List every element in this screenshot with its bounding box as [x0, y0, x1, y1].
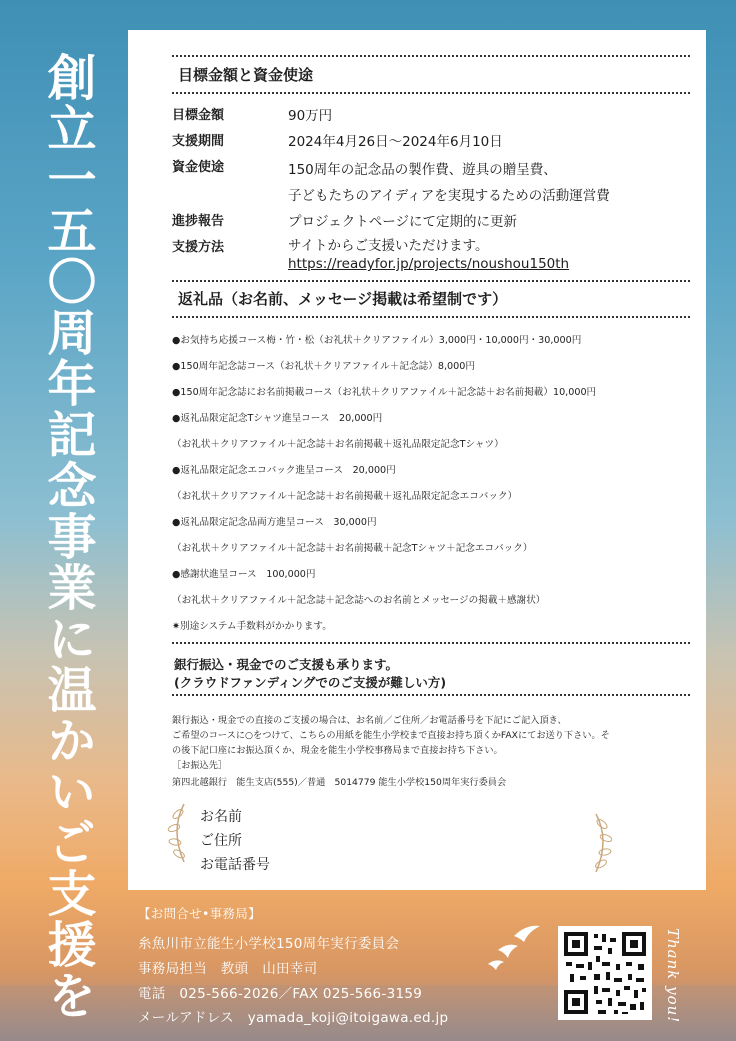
divider [172, 55, 690, 57]
section1-heading: 目標金額と資金使途 [178, 66, 314, 84]
divider [172, 316, 690, 318]
laurel-icon [584, 810, 618, 874]
contact-phone: 電話 025-566-2026／FAX 025-566-3159 [138, 986, 423, 1002]
gift-item: ●150周年記念誌にお名前掲載コース（お礼状＋クリアファイル＋記念誌＋お名前掲載）10,000円 [172, 387, 597, 398]
bank-heading-2: (クラウドファンディングでのご支援が難しい方) [174, 675, 447, 690]
gift-item-detail: （お礼状＋クリアファイル＋記念誌＋お名前掲載＋返礼品限定記念Tシャツ） [172, 439, 504, 450]
label-report: 進捗報告 [172, 214, 225, 229]
laurel-icon [162, 800, 196, 864]
contact-header: 【お問合せ•事務局】 [138, 906, 261, 921]
gift-item: ●返礼品限定記念Tシャツ進呈コース 20,000円 [172, 413, 383, 424]
gift-item: ●返礼品限定記念品両方進呈コース 30,000円 [172, 517, 377, 528]
label-usage: 資金使途 [172, 160, 225, 175]
form-address-label: ご住所 [200, 833, 242, 849]
bank-text: ［お振込先］ [172, 760, 228, 771]
value-usage-1: 150周年の記念品の製作費、遊具の贈呈費、 [288, 162, 557, 178]
gift-item: ●お気持ち応援コース梅・竹・松（お礼状＋クリアファイル）3,000円・10,000円・30,000円 [172, 335, 582, 346]
value-target: 90万円 [288, 108, 333, 124]
project-link[interactable]: https://readyfor.jp/projects/noushou150th [288, 256, 570, 272]
label-method: 支援方法 [172, 240, 225, 255]
bank-text: ご希望のコースに○をつけて、こちらの用紙を能生小学校まで直接お持ち頂くかFAXにてお送り下さい。そ [172, 730, 610, 741]
form-name-label: お名前 [200, 809, 242, 825]
value-period: 2024年4月26日〜2024年6月10日 [288, 134, 503, 150]
gift-item-detail: （お礼状＋クリアファイル＋記念誌＋お名前掲載＋記念Tシャツ＋記念エコバック） [172, 543, 533, 554]
divider [172, 694, 690, 696]
value-usage-2: 子どもたちのアイディアを実現するための活動運営費 [288, 188, 610, 204]
label-target: 目標金額 [172, 108, 225, 123]
divider [172, 280, 690, 282]
gift-item: ●150周年記念誌コース（お礼状＋クリアファイル＋記念誌）8,000円 [172, 361, 475, 372]
bank-text: 銀行振込・現金での直接のご支援の場合は、お名前／ご住所／お電話番号を下記にご記入頂き、 [172, 715, 567, 726]
divider [172, 642, 690, 644]
gift-item-detail: （お礼状＋クリアファイル＋記念誌＋お名前掲載＋返礼品限定記念エコバック） [172, 491, 518, 502]
contact-org: 糸魚川市立能生小学校150周年実行委員会 [138, 936, 400, 952]
info-panel [128, 30, 706, 890]
bank-heading-1: 銀行振込・現金でのご支援も承ります。 [174, 657, 399, 672]
bird-icon [484, 920, 546, 980]
divider [172, 92, 690, 94]
value-report: プロジェクトページにて定期的に更新 [288, 214, 517, 230]
gift-item: ●返礼品限定記念エコバック進呈コース 20,000円 [172, 465, 396, 476]
value-method: サイトからご支援いただけます。 [288, 238, 489, 254]
gift-item: ●感謝状進呈コース 100,000円 [172, 569, 316, 580]
contact-email[interactable]: メールアドレス yamada_koji@itoigawa.ed.jp [138, 1010, 449, 1026]
bank-account: 第四北越銀行 能生支店(555)／普通 5014779 能生小学校150周年実行委員会 [172, 777, 507, 788]
contact-person: 事務局担当 教頭 山田幸司 [138, 961, 318, 977]
bank-text: の後下記口座にお振込頂くか、現金を能生小学校事務局まで直接お持ち下さい。 [172, 745, 503, 756]
label-period: 支援期間 [172, 134, 225, 149]
qr-code-icon[interactable] [558, 926, 652, 1020]
fee-note: ✷別途システム手数料がかかります。 [172, 621, 332, 632]
form-phone-label: お電話番号 [200, 857, 270, 873]
vertical-title: 創立一五〇周年記念事業に温かいご支援を [40, 52, 97, 1021]
thank-you-text: Thank you! [664, 928, 682, 1024]
gift-item-detail: （お礼状＋クリアファイル＋記念誌＋記念誌へのお名前とメッセージの掲載＋感謝状） [172, 595, 546, 606]
section2-heading: 返礼品（お名前、メッセージ掲載は希望制です） [178, 290, 508, 308]
